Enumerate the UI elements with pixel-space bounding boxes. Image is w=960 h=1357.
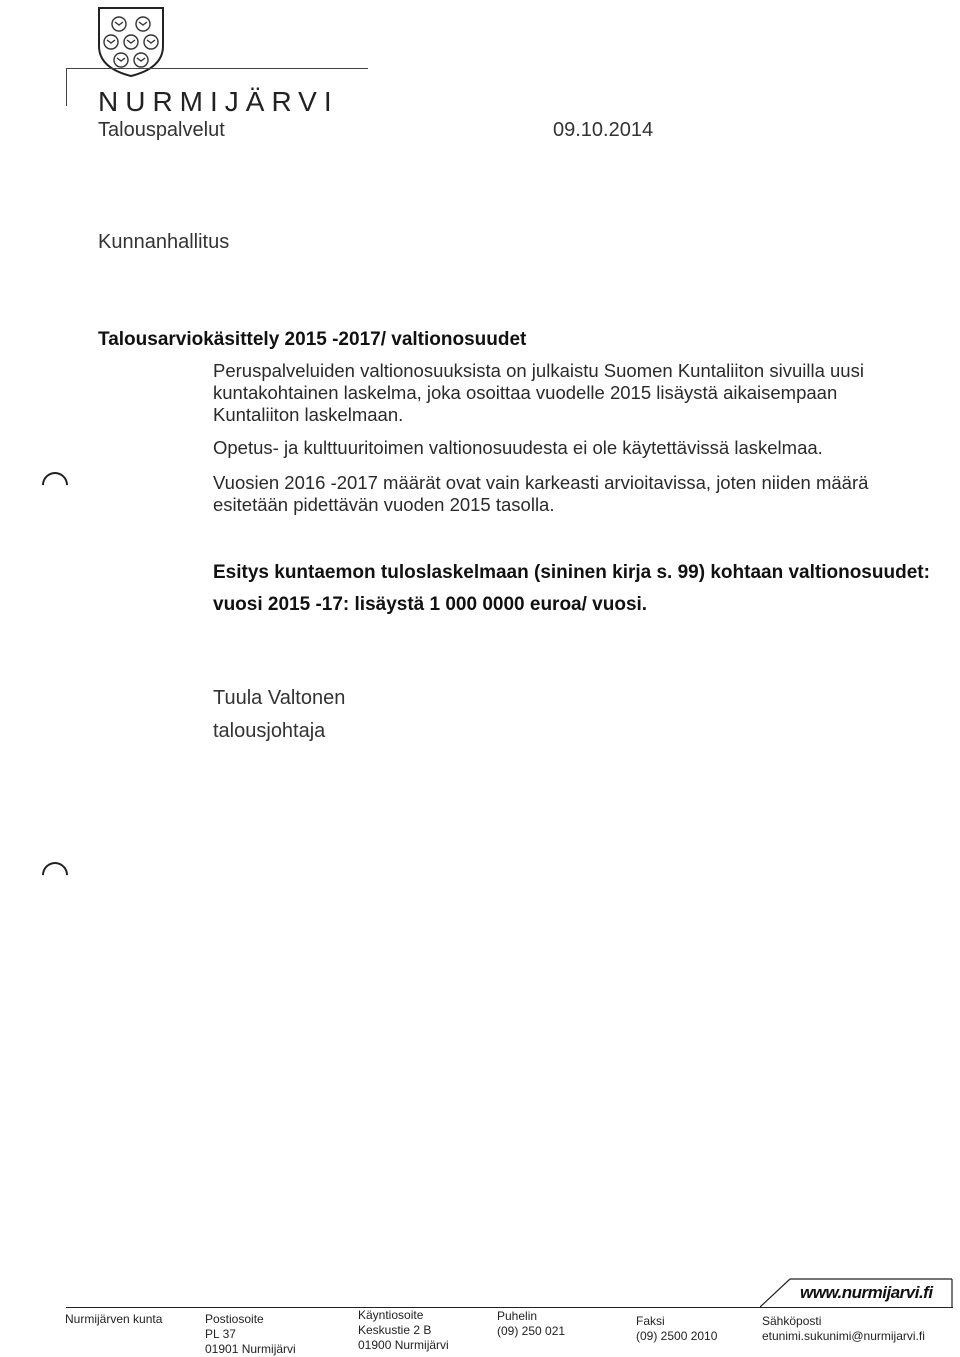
letter-date: 09.10.2014 [553,119,654,141]
header-vertical-rule [66,68,67,106]
proposal-line-2: vuosi 2015 -17: lisäystä 1 000 0000 euroa/ vuosi. [213,594,648,615]
paragraph-2: Opetus- ja kulttuuritoimen valtionosuudesta ei ole käytettävissä laskelmaa. [213,437,823,458]
footer-email: Sähköposti etunimi.sukunimi@nurmijarvi.fi [762,1314,925,1343]
proposal [213,557,953,621]
footer-postal-address: Postiosoite PL 37 01901 Nurmijärvi [205,1312,296,1356]
recipient: Kunnanhallitus [98,231,230,253]
website-link[interactable]: www.nurmijarvi.fi [800,1283,933,1302]
footer-fax: Faksi (09) 2500 2010 [636,1314,718,1343]
footer-phone: Puhelin (09) 250 021 [497,1309,566,1338]
punch-hole-mark [37,857,74,894]
paragraph-1: Peruspalveluiden valtionosuuksista on julkaistu Suomen Kuntaliiton sivuilla uusi kuntakohtainen laskelma, joka osoittaa vuodelle 2015 lisäystä aikaisempaan Kuntaliiton laskelmaan. [213,360,864,425]
email-link[interactable]: etunimi.sukunimi@nurmijarvi.fi [762,1329,925,1343]
subject-heading: Talousarviokäsittely 2015 -2017/ valtionosuudet [98,329,527,350]
footer-rule [66,1307,953,1308]
department-name: Talouspalvelut [98,119,225,141]
organization-name: NURMIJÄRVI [98,86,339,117]
header-rule [66,68,368,69]
footer-organization: Nurmijärven kunta [65,1312,163,1326]
paragraph-3: Vuosien 2016 -2017 määrät ovat vain karkeasti arvioitavissa, joten niiden määrä esitetään pidettävän vuoden 2015 tasolla. [213,472,869,515]
signer-title: talousjohtaja [213,720,326,742]
footer-visiting-address: Käyntiosoite Keskustie 2 B 01900 Nurmijärvi [358,1308,449,1352]
signer-name: Tuula Valtonen [213,687,346,709]
proposal-line-1: Esitys kuntaemon tuloslaskelmaan (sininen kirja s. 99) kohtaan valtionosuudet: [213,562,930,583]
punch-hole-mark [37,467,74,504]
